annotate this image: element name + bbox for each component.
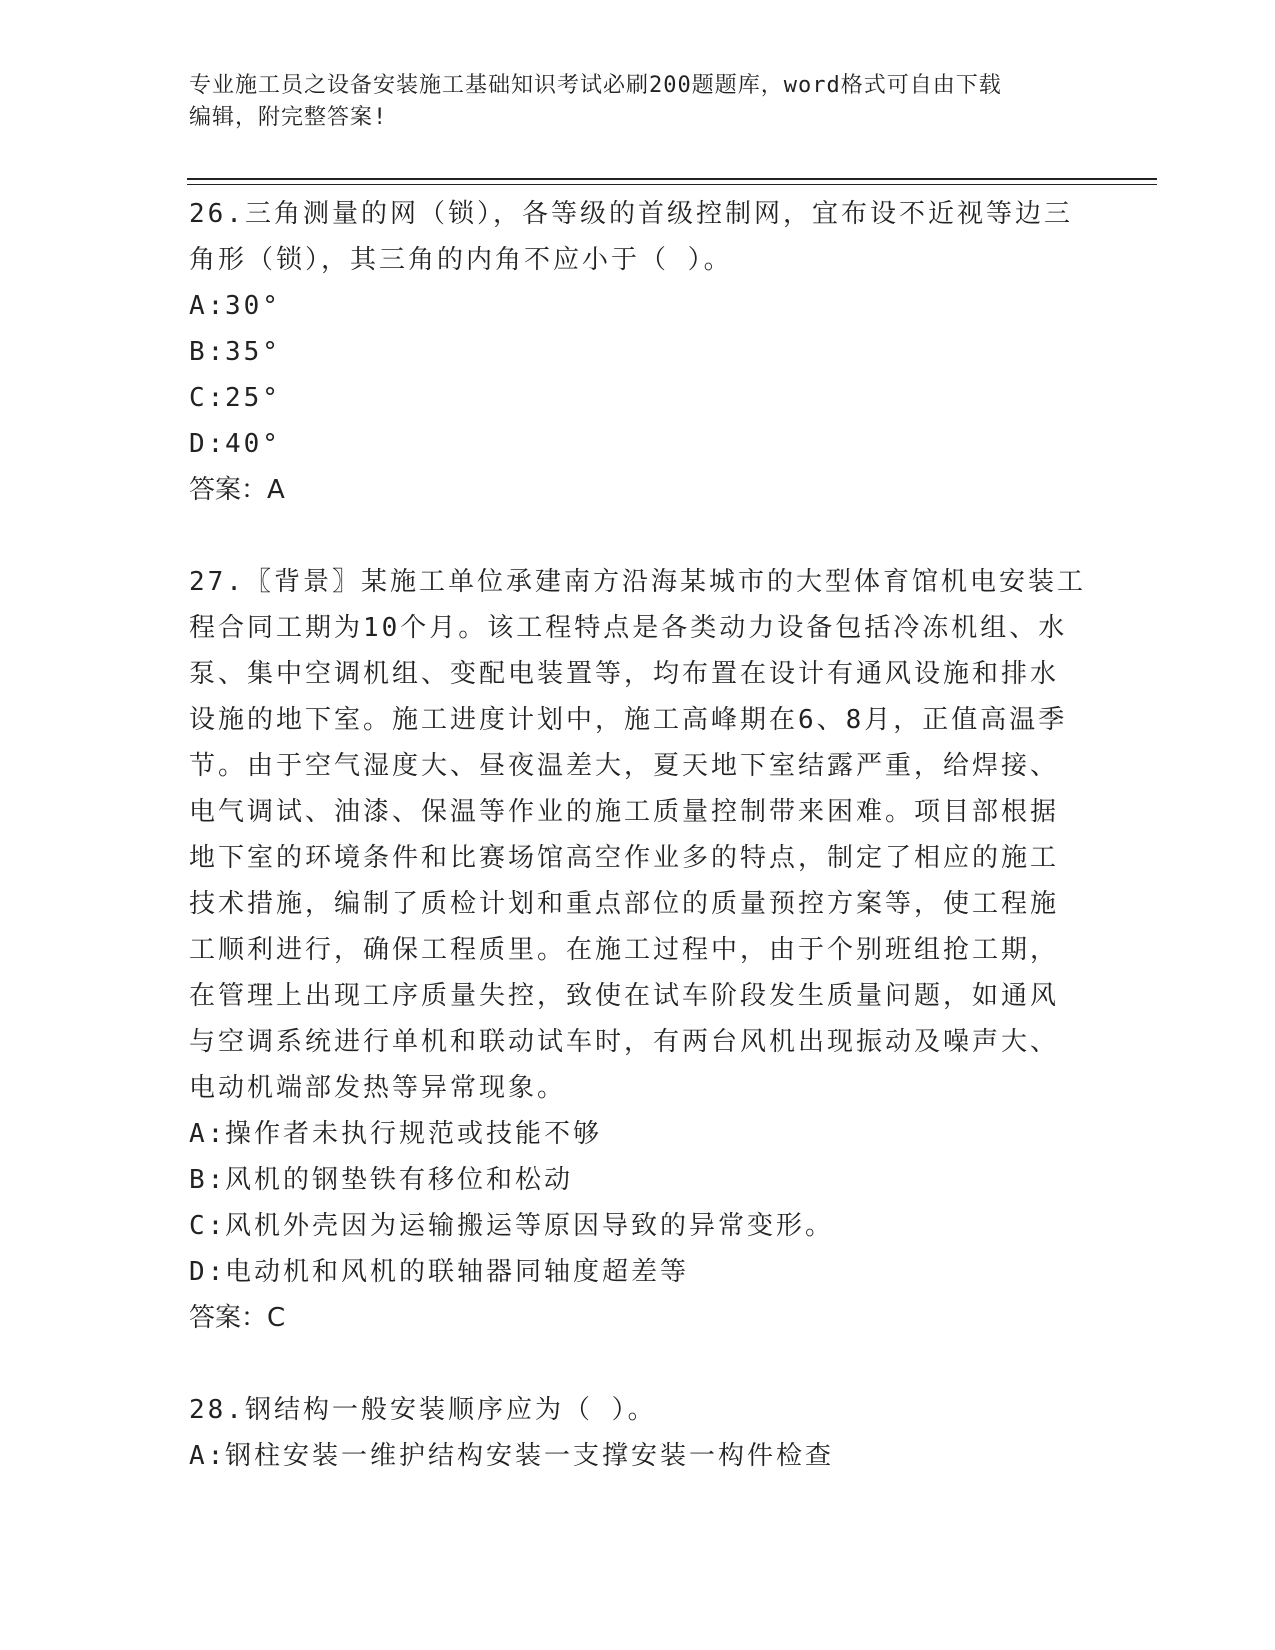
header-divider bbox=[187, 178, 1157, 180]
option-letter: D: bbox=[189, 1257, 227, 1287]
option-letter: A: bbox=[189, 1119, 227, 1149]
question-28 bbox=[189, 1387, 1089, 1479]
header-line-1: 专业施工员之设备安装施工基础知识考试必刷200题题库，word格式可自由下载 bbox=[189, 73, 1002, 98]
option-letter: C: bbox=[189, 383, 227, 413]
option-letter: D: bbox=[189, 429, 227, 459]
question-gap bbox=[189, 513, 1089, 559]
option-b bbox=[189, 1157, 1089, 1203]
option-d bbox=[189, 421, 1089, 467]
option-text: 30° bbox=[225, 291, 281, 321]
option-c bbox=[189, 1203, 1089, 1249]
question-text-line: 与空调系统进行单机和联动试车时，有两台风机出现振动及噪声大、 bbox=[189, 1027, 1060, 1057]
question-26 bbox=[189, 191, 1089, 513]
option-letter: C: bbox=[189, 1211, 227, 1241]
question-text-line: 28.钢结构一般安装顺序应为（ ）。 bbox=[189, 1395, 657, 1425]
option-text: 风机外壳因为运输搬运等原因导致的异常变形。 bbox=[225, 1211, 835, 1241]
page-header bbox=[189, 70, 1069, 134]
option-b bbox=[189, 329, 1089, 375]
question-text-line: 泵、集中空调机组、变配电装置等，均布置在设计有通风设施和排水 bbox=[189, 659, 1060, 689]
option-letter: A: bbox=[189, 1441, 227, 1471]
question-text-line: 26.三角测量的网（锁），各等级的首级控制网，宜布设不近视等边三 bbox=[189, 199, 1073, 229]
question-text-line: 地下室的环境条件和比赛场馆高空作业多的特点，制定了相应的施工 bbox=[189, 843, 1060, 873]
header-divider-thin bbox=[187, 184, 1157, 185]
option-d bbox=[189, 1249, 1089, 1295]
question-text-line: 角形（锁），其三角的内角不应小于（ ）。 bbox=[189, 245, 733, 275]
question-text-line: 在管理上出现工序质量失控，致使在试车阶段发生质量问题，如通风 bbox=[189, 981, 1060, 1011]
answer-line: 答案：A bbox=[189, 475, 285, 505]
option-letter: B: bbox=[189, 337, 227, 367]
question-text-line: 工顺利进行，确保工程质里。在施工过程中，由于个别班组抢工期， bbox=[189, 935, 1060, 965]
question-list bbox=[189, 191, 1089, 1479]
option-a bbox=[189, 283, 1089, 329]
question-text-line: 27.〖背景〗某施工单位承建南方沿海某城市的大型体育馆机电安装工 bbox=[189, 567, 1086, 597]
question-text-line: 技术措施，编制了质检计划和重点部位的质量预控方案等，使工程施 bbox=[189, 889, 1060, 919]
option-c bbox=[189, 375, 1089, 421]
option-text: 操作者未执行规范或技能不够 bbox=[225, 1119, 603, 1149]
option-a bbox=[189, 1433, 1089, 1479]
option-text: 40° bbox=[225, 429, 281, 459]
question-text-line: 电动机端部发热等异常现象。 bbox=[189, 1073, 567, 1103]
option-letter: B: bbox=[189, 1165, 227, 1195]
question-text-line: 节。由于空气湿度大、昼夜温差大，夏天地下室结露严重，给焊接、 bbox=[189, 751, 1060, 781]
option-text: 25° bbox=[225, 383, 281, 413]
question-27 bbox=[189, 559, 1089, 1341]
question-text-line: 设施的地下室。施工进度计划中，施工高峰期在6、8月，正值高温季 bbox=[189, 705, 1068, 735]
option-text: 钢柱安装一维护结构安装一支撑安装一构件检查 bbox=[225, 1441, 835, 1471]
header-line-2: 编辑，附完整答案! bbox=[189, 105, 388, 130]
option-a bbox=[189, 1111, 1089, 1157]
option-text: 风机的钢垫铁有移位和松动 bbox=[225, 1165, 574, 1195]
answer-line: 答案：C bbox=[189, 1303, 286, 1333]
question-text-line: 程合同工期为10个月。该工程特点是各类动力设备包括冷冻机组、水 bbox=[189, 613, 1068, 643]
option-text: 35° bbox=[225, 337, 281, 367]
question-text-line: 电气调试、油漆、保温等作业的施工质量控制带来困难。项目部根据 bbox=[189, 797, 1060, 827]
option-letter: A: bbox=[189, 291, 227, 321]
question-gap bbox=[189, 1341, 1089, 1387]
option-text: 电动机和风机的联轴器同轴度超差等 bbox=[225, 1257, 690, 1287]
